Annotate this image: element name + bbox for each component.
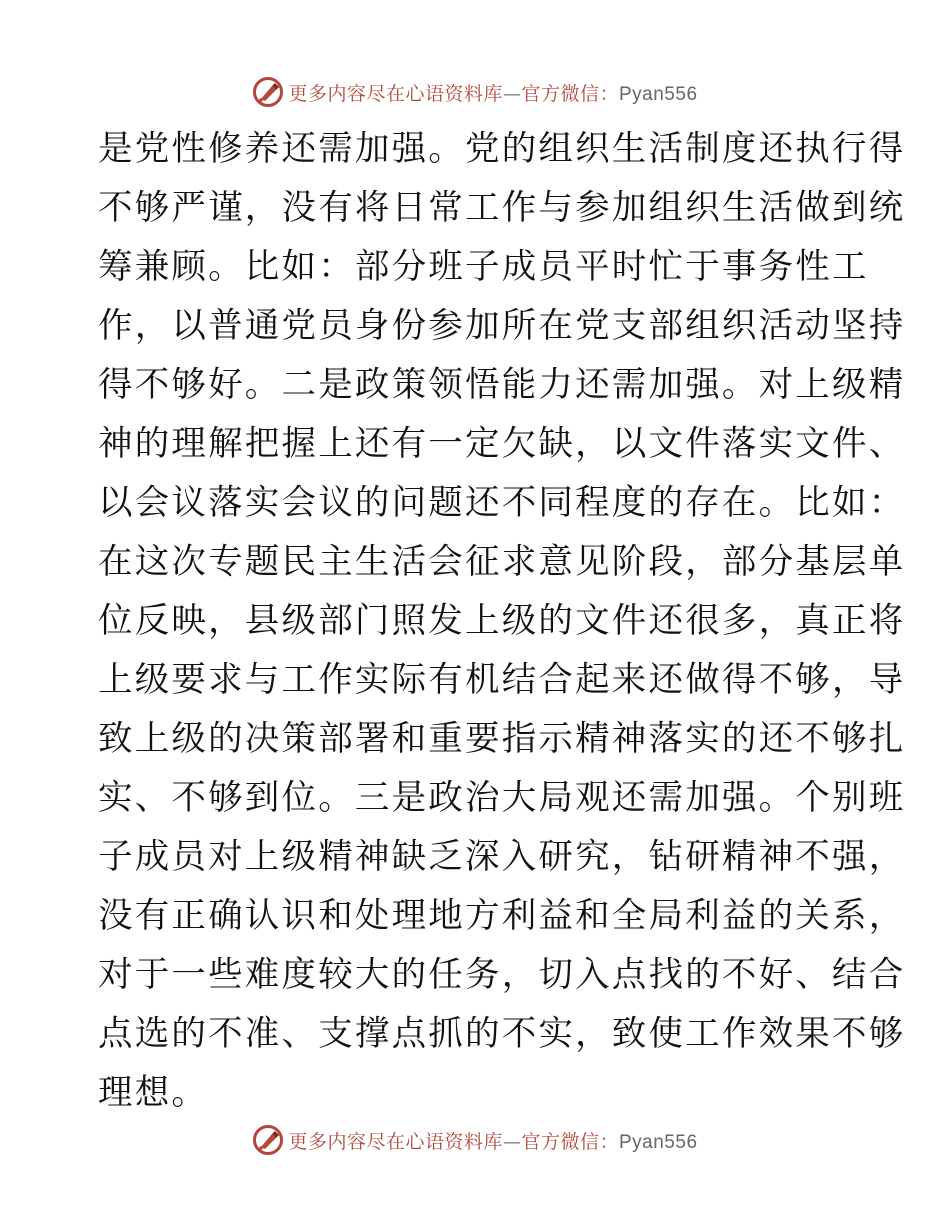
text-line: 得不够好。二是政策领悟能力还需加强。对上级精 — [98, 365, 906, 405]
pen-logo-icon — [252, 1124, 284, 1156]
pen-logo-icon — [252, 76, 284, 108]
banner-account: Pyan556 — [619, 83, 698, 105]
text-line: 作，以普通党员身份参加所在党支部组织活动坚持 — [98, 306, 906, 346]
text-line: 没有正确认识和处理地方利益和全局利益的关系， — [98, 896, 906, 936]
banner-separator: — — [502, 1131, 522, 1153]
text-line: 以会议落实会议的问题还不同程度的存在。比如： — [98, 483, 906, 523]
text-line: 不够严谨，没有将日常工作与参加组织生活做到统 — [98, 188, 906, 228]
banner-contact-label: 官方微信： — [521, 82, 619, 105]
text-line: 神的理解把握上还有一定欠缺，以文件落实文件、 — [98, 424, 906, 464]
text-line: 实、不够到位。三是政治大局观还需加强。个别班 — [98, 778, 906, 818]
document-body — [98, 120, 906, 1123]
footer-banner — [0, 1120, 950, 1160]
header-banner — [0, 72, 950, 112]
text-line: 在这次专题民主生活会征求意见阶段，部分基层单 — [98, 542, 906, 582]
text-line: 理想。 — [98, 1073, 209, 1113]
text-line: 致上级的决策部署和重要指示精神落实的还不够扎 — [98, 719, 906, 759]
text-line: 点选的不准、支撑点抓的不实，致使工作效果不够 — [98, 1014, 906, 1054]
text-line: 位反映，县级部门照发上级的文件还很多，真正将 — [98, 601, 906, 641]
banner-contact-label: 官方微信： — [521, 1130, 619, 1153]
banner-brand-text: 更多内容尽在心语资料库 — [288, 1130, 503, 1153]
text-line: 子成员对上级精神缺乏深入研究，钻研精神不强， — [98, 837, 906, 877]
banner-label — [288, 1127, 697, 1154]
banner-brand-text: 更多内容尽在心语资料库 — [288, 82, 503, 105]
banner-separator: — — [502, 83, 522, 105]
banner-label — [288, 79, 697, 106]
text-line: 筹兼顾。比如：部分班子成员平时忙于事务性工 — [98, 247, 869, 287]
text-line: 上级要求与工作实际有机结合起来还做得不够，导 — [98, 660, 906, 700]
banner-account: Pyan556 — [619, 1131, 698, 1153]
text-line: 对于一些难度较大的任务，切入点找的不好、结合 — [98, 955, 906, 995]
text-line: 是党性修养还需加强。党的组织生活制度还执行得 — [98, 129, 906, 169]
